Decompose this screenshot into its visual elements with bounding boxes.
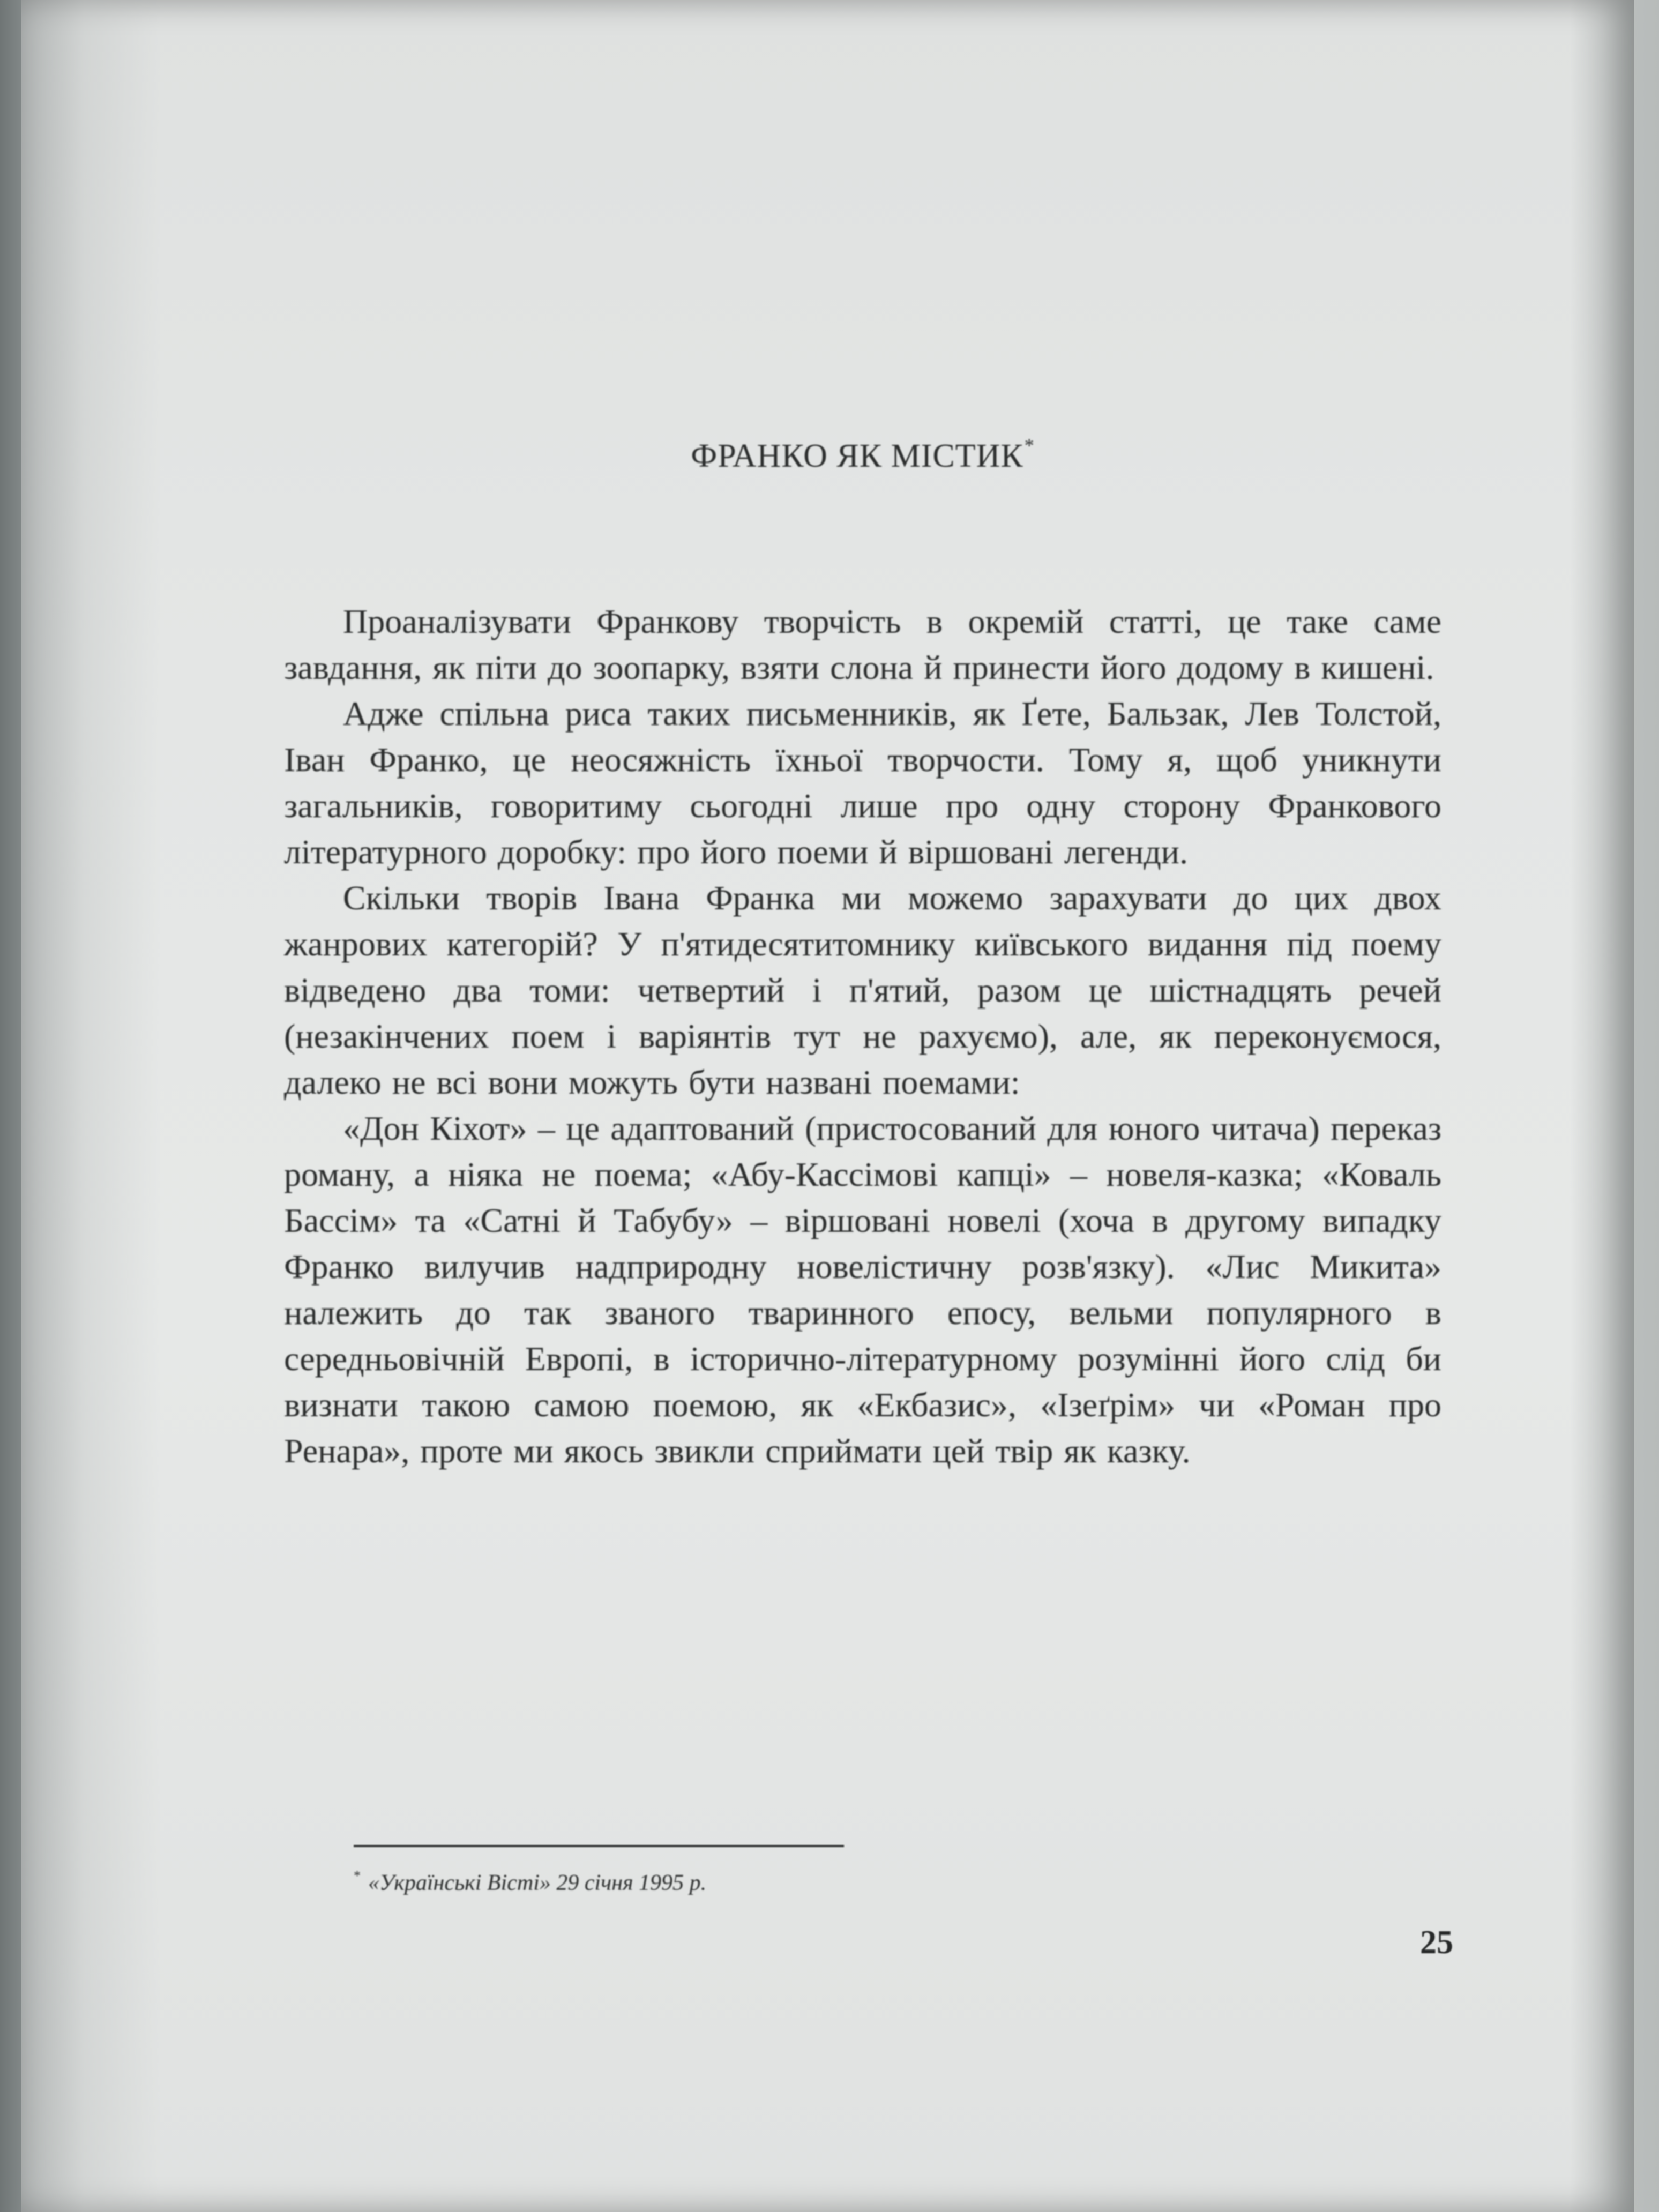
footnote: [354, 1868, 706, 1896]
page-number: 25: [1420, 1924, 1453, 1961]
article-title: [284, 434, 1441, 475]
article-title-text: ФРАНКО ЯК МІСТИК: [691, 438, 1023, 474]
title-footnote-marker: *: [1024, 435, 1035, 456]
page-gutter-shadow: [21, 0, 161, 2212]
paragraph-1: Проаналізувати Франкову творчість в окремій статті, це таке саме завдання, як піти до зоопарку, взяти слона й принести його додому в кишені.: [284, 602, 1441, 686]
page-content: [284, 407, 1441, 1474]
paragraph-4: «Дон Кіхот» – це адаптований (пристосований для юного читача) переказ роману, а ніяка не поема; «Абу-Кассімові капці» – новеля-казка; «Коваль Бассім» та «Сатні й Табубу» – віршовані новелі (хоча в другому випадку Франко вилучив надприродну новелістичну розв'язку). «Лис Микита» належить до так званого тваринного епосу, вельми популярного в середньовічній Европі, в історично-літературному розумінні його слід би визнати такою самою поемою, як «Екбазис», «Ізеґрім» чи «Роман про Ренара», проте ми якось звикли сприймати цей твір як казку.: [284, 1109, 1441, 1470]
footnote-divider: [354, 1845, 844, 1847]
footnote-text: «Українські Вісті» 29 січня 1995 р.: [368, 1871, 707, 1895]
paragraph-2: Адже спільна риса таких письменників, як Ґете, Бальзак, Лев Толстой, Іван Франко, це неосяжність їхньої творчости. Тому я, щоб уникнути загальників, говоритиму сьогодні лише про одну сторону Франкового літературного доробку: про його поеми й віршовані легенди.: [284, 694, 1441, 871]
page-edge-shadow: [1570, 0, 1634, 2212]
footnote-marker: *: [354, 1868, 361, 1884]
paragraph-3: Скільки творів Івана Франка ми можемо зарахувати до цих двох жанрових категорій? У п'ятидесятитомнику київського видання під поему відведено два томи: четвертий і п'ятий, разом це шістнадцять речей (незакінчених поем і варіянтів тут не рахуємо), але, як переконуємося, далеко не всі вони можуть бути названі поемами:: [284, 879, 1441, 1101]
